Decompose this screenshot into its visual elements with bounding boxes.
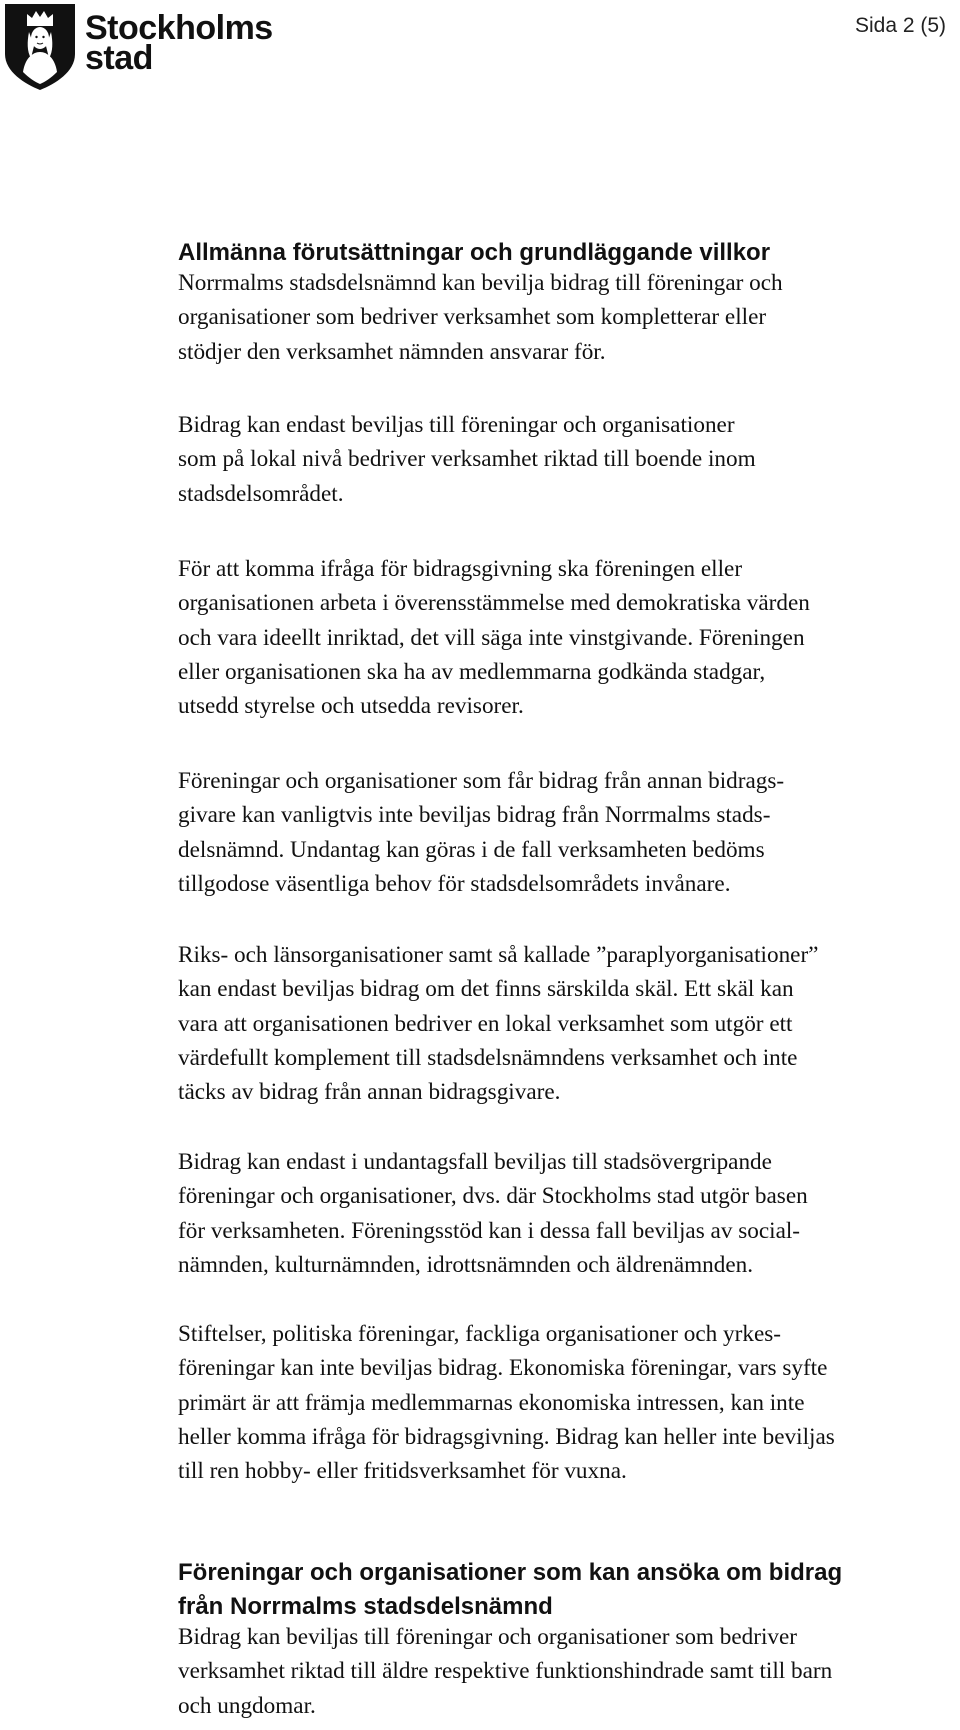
text-line: utsedd styrelse och utsedda revisorer. xyxy=(178,693,524,720)
text-line: nämnden, kulturnämnden, idrottsnämnden och äldrenämnden. xyxy=(178,1251,754,1278)
text-line: stödjer den verksamhet nämnden ansvarar för. xyxy=(178,338,606,365)
text-line: delsnämnd. Undantag kan göras i de fall verksamheten bedöms xyxy=(178,836,765,863)
paragraph-3 xyxy=(178,552,810,723)
paragraph-6 xyxy=(178,1145,808,1282)
text-line: Föreningar och organisationer som får bidrag från annan bidrags- xyxy=(178,768,785,794)
paragraph-7 xyxy=(178,1317,835,1488)
text-line: och ungdomar. xyxy=(178,1692,316,1719)
text-line: föreningar och organisationer, dvs. där Stockholms stad utgör basen xyxy=(178,1183,808,1210)
text-line: Bidrag kan endast beviljas till föreningar och organisationer xyxy=(178,412,735,438)
paragraph-1 xyxy=(178,266,783,369)
text-line: eller organisationen ska ha av medlemmarna godkända stadgar, xyxy=(178,658,766,685)
page-number: Sida 2 (5) xyxy=(855,14,947,37)
text-line: Bidrag kan endast i undantagsfall beviljas till stadsövergripande xyxy=(178,1149,772,1175)
paragraph-2 xyxy=(178,408,756,511)
text-line: Riks- och länsorganisationer samt så kallade ”paraplyorganisationer” xyxy=(178,942,819,968)
text-line: Bidrag kan beviljas till föreningar och organisationer som bedriver xyxy=(178,1624,798,1650)
text-line: organisationer som bedriver verksamhet som kompletterar eller xyxy=(178,304,767,331)
text-line: organisationen arbeta i överensstämmelse med demokratiska värden xyxy=(178,590,810,617)
text-line: Stiftelser, politiska föreningar, fackliga organisationer och yrkes- xyxy=(178,1321,781,1347)
text-line: primärt är att främja medlemmarnas ekonomiska intressen, kan inte xyxy=(178,1389,805,1416)
text-line: heller komma ifråga för bidragsgivning. Bidrag kan heller inte beviljas xyxy=(178,1423,835,1450)
paragraph-8 xyxy=(178,1620,832,1723)
text-line: täcks av bidrag från annan bidragsgivare. xyxy=(178,1079,561,1106)
heading-line: från Norrmalms stadsdelsnämnd xyxy=(178,1593,553,1620)
paragraph-5 xyxy=(178,938,818,1109)
text-line: verksamhet riktad till äldre respektive funktionshindrade samt till barn xyxy=(178,1658,833,1685)
section-heading-general-conditions: Allmänna förutsättningar och grundläggande villkor xyxy=(178,239,771,266)
section-heading-eligible-organisations xyxy=(178,1556,842,1624)
text-line: till ren hobby- eller fritidsverksamhet för vuxna. xyxy=(178,1458,627,1485)
text-line: för verksamheten. Föreningsstöd kan i dessa fall beviljas av social- xyxy=(178,1217,801,1244)
text-line: och vara ideellt inriktad, det vill säga inte vinstgivande. Föreningen xyxy=(178,624,805,651)
text-line: tillgodose väsentliga behov för stadsdelsområdets invånare. xyxy=(178,870,731,897)
text-line: föreningar kan inte beviljas bidrag. Ekonomiska föreningar, vars syfte xyxy=(178,1355,828,1382)
coat-of-arms-icon xyxy=(3,2,77,92)
heading-line: Föreningar och organisationer som kan ansöka om bidrag xyxy=(178,1559,843,1586)
stockholms-stad-logo xyxy=(0,0,273,95)
logo-text-stockholms: Stockholms xyxy=(85,9,273,47)
text-line: värdefullt komplement till stadsdelsnämndens verksamhet och inte xyxy=(178,1044,798,1071)
text-line: kan endast beviljas bidrag om det finns särskilda skäl. Ett skäl kan xyxy=(178,976,794,1003)
text-line: givare kan vanligtvis inte beviljas bidrag från Norrmalms stads- xyxy=(178,802,771,829)
text-line: Norrmalms stadsdelsnämnd kan bevilja bidrag till föreningar och xyxy=(178,270,783,296)
text-line: För att komma ifråga för bidragsgivning ska föreningen eller xyxy=(178,556,743,582)
text-line: vara att organisationen bedriver en lokal verksamhet som utgör ett xyxy=(178,1010,793,1037)
text-line: som på lokal nivå bedriver verksamhet riktad till boende inom xyxy=(178,446,756,473)
text-line: stadsdelsområdet. xyxy=(178,480,344,507)
logo-text-stad: stad xyxy=(85,39,153,77)
paragraph-4 xyxy=(178,764,784,901)
